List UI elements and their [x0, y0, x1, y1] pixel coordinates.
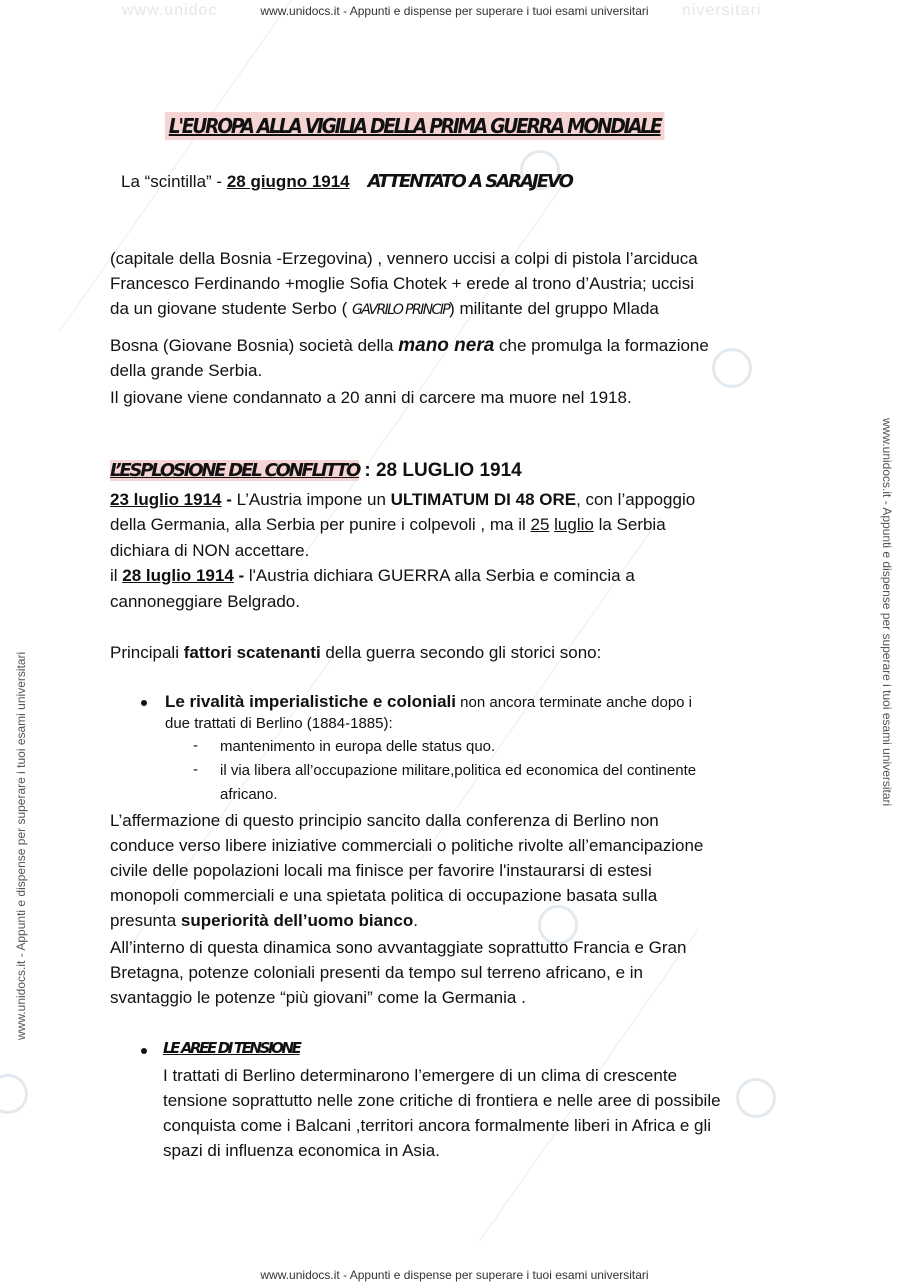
bullet-bold: Le rivalità imperialistiche e coloniali	[165, 692, 457, 711]
page-title: L'EUROPA ALLA VIGILIA DELLA PRIMA GUERRA MONDIALE	[165, 112, 664, 140]
bullet-icon	[141, 1048, 147, 1054]
sub-item: mantenimento in europa delle status quo.	[220, 738, 496, 755]
intro-text: da un giovane studente Serbo (	[110, 299, 352, 318]
conflict-line	[110, 563, 635, 588]
aree-line: conquista come i Balcani ,territori ancora formalmente liberi in Africa e gli	[163, 1116, 712, 1135]
sub-item: africano.	[220, 786, 278, 803]
bullet-icon	[141, 700, 147, 706]
section-heading-date: : 28 LUGLIO 1914	[359, 460, 522, 481]
watermark-side-right: www.unidocs.it - Appunti e dispense per superare i tuoi esami universitari	[880, 418, 894, 807]
spark-event: ATTENTATO A SARAJEVO	[367, 171, 572, 192]
intro-line	[110, 296, 659, 323]
factors-bold: fattori scatenanti	[183, 643, 321, 662]
section-heading-conflict	[110, 460, 522, 482]
conflict-text: la Serbia	[593, 515, 666, 534]
body-line: conduce verso libere iniziative commerciali o politiche rivolte all’emancipazione	[110, 836, 704, 855]
intro-line: della grande Serbia.	[110, 361, 263, 380]
watermark-logo-icon	[0, 1074, 28, 1114]
body-line: L’affermazione di questo principio sancito dalla conferenza di Berlino non	[110, 811, 659, 830]
watermark-logo-icon	[712, 348, 752, 388]
body-line: civile delle popolazioni locali ma finisce per favorire l'instaurarsi di estesi	[110, 861, 652, 880]
aree-heading: LE AREE DI TENSIONE	[163, 1039, 300, 1057]
mano-nera: mano nera	[398, 335, 495, 356]
conflict-text: -	[221, 490, 237, 509]
aree-line: spazi di influenza economica in Asia.	[163, 1141, 440, 1160]
spark-line	[121, 171, 572, 192]
body-text: presunta	[110, 911, 181, 930]
date-28-luglio: 28 luglio 1914	[122, 566, 234, 585]
ultimatum-text: ULTIMATUM DI 48 ORE	[390, 490, 577, 509]
spark-date: 28 giugno 1914	[226, 172, 350, 191]
body-bold: superiorità dell’uomo bianco	[180, 911, 414, 930]
conflict-day: 25	[530, 515, 550, 534]
intro-line: (capitale della Bosnia -Erzegovina) , vennero uccisi a colpi di pistola l’arciduca	[110, 249, 698, 268]
aree-line: I trattati di Berlino determinarono l’emergere di un clima di crescente	[163, 1066, 678, 1085]
watermark-top: www.unidocs.it - Appunti e dispense per superare i tuoi esami universitari	[260, 4, 649, 18]
watermark-ghost-left: www.unidoc	[122, 2, 218, 19]
conflict-text: della Germania, alla Serbia per punire i colpevoli , ma il	[110, 515, 531, 534]
bullet-text: non ancora terminate anche dopo i	[456, 694, 693, 711]
factors-text: Principali	[110, 643, 184, 662]
body-text: .	[413, 911, 418, 930]
bullet-line: due trattati di Berlino (1884-1885):	[165, 715, 393, 732]
conflict-line	[110, 487, 695, 512]
conflict-month: luglio	[554, 515, 594, 534]
body-line: Bretagna, potenze coloniali presenti da tempo sul terreno africano, e in	[110, 963, 643, 982]
intro-text: ) militante del gruppo Mlada	[449, 299, 659, 318]
aree-line: tensione soprattutto nelle zone critiche di frontiera e nelle aree di possibile	[163, 1091, 721, 1110]
sub-item: il via libera all’occupazione militare,politica ed economica del continente	[220, 762, 697, 779]
conflict-line: cannoneggiare Belgrado.	[110, 592, 300, 611]
conflict-line: dichiara di NON accettare.	[110, 541, 310, 560]
conflict-text: L’Austria impone un	[236, 490, 391, 509]
conflict-text: , con l’appoggio	[576, 490, 696, 509]
conflict-text: il	[110, 566, 123, 585]
factors-intro	[110, 640, 601, 665]
body-line: All’interno di questa dinamica sono avvantaggiate soprattutto Francia e Gran	[110, 938, 687, 957]
date-23-luglio: 23 luglio 1914	[110, 490, 222, 509]
watermark-side-left: www.unidocs.it - Appunti e dispense per superare i tuoi esami universitari	[14, 651, 28, 1040]
watermark-logo-icon	[736, 1078, 776, 1118]
intro-text: Bosna (Giovane Bosnia) società della	[110, 336, 399, 355]
dash-icon: -	[193, 737, 198, 754]
intro-line: Francesco Ferdinando +moglie Sofia Chotek + erede al trono d’Austria; uccisi	[110, 274, 694, 293]
conflict-text: l'Austria dichiara GUERRA alla Serbia e comincia a	[248, 566, 635, 585]
section-heading-text: L’ESPLOSIONE DEL CONFLITTO	[110, 460, 360, 481]
dash-icon: -	[193, 761, 198, 778]
body-line	[110, 908, 418, 933]
body-line: svantaggio le potenze “più giovani” come la Germania .	[110, 988, 526, 1007]
watermark-bottom: www.unidocs.it - Appunti e dispense per superare i tuoi esami universitari	[260, 1268, 649, 1282]
watermark-ghost-right: niversitari	[682, 2, 762, 19]
intro-line: Il giovane viene condannato a 20 anni di carcere ma muore nel 1918.	[110, 388, 632, 407]
intro-text: che promulga la formazione	[494, 336, 709, 355]
spark-prefix: La “scintilla” -	[121, 172, 227, 191]
conflict-text: -	[233, 566, 249, 585]
princip-name: GAVRILO PRINCIP	[351, 302, 450, 318]
body-line: monopoli commerciali e una spietata politica di occupazione basata sulla	[110, 886, 658, 905]
intro-line	[110, 333, 709, 358]
conflict-line	[110, 512, 666, 537]
factors-text: della guerra secondo gli storici sono:	[320, 643, 602, 662]
